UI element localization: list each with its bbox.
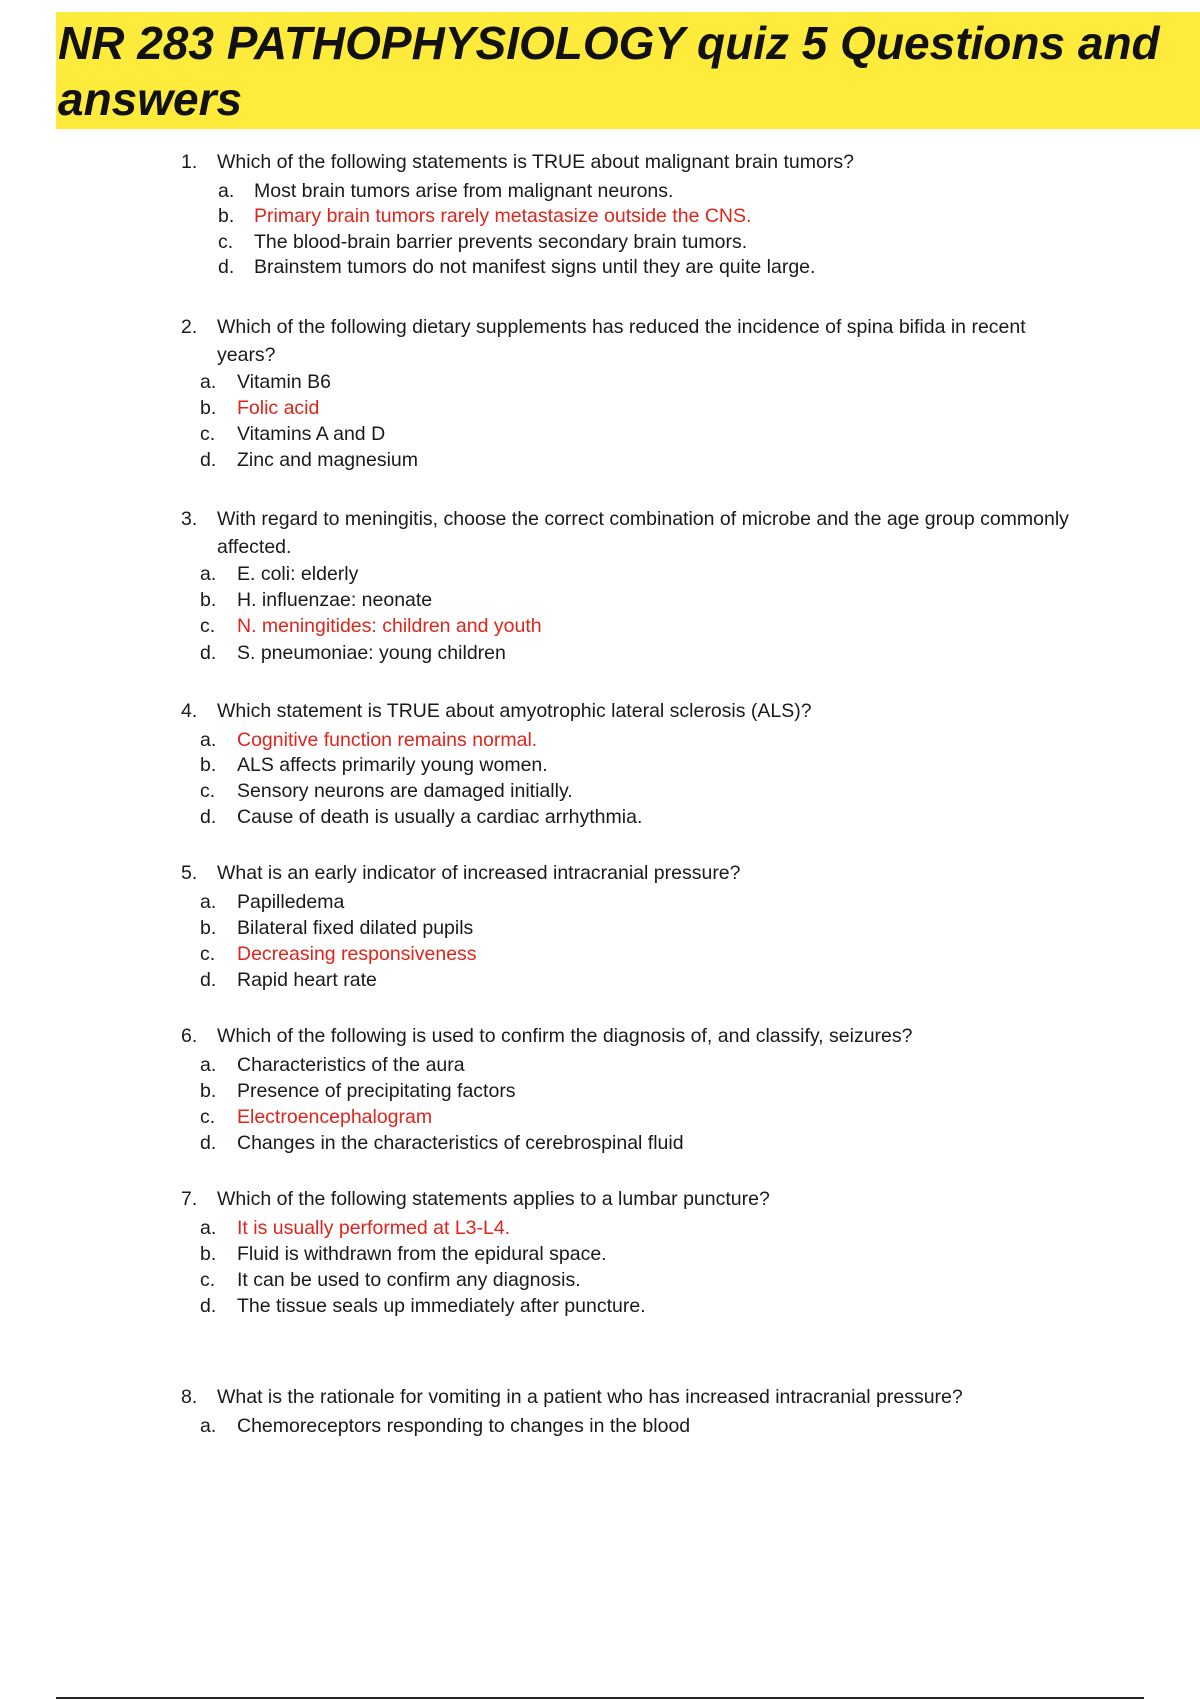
option-letter: a. bbox=[200, 1054, 217, 1076]
option-text: Fluid is withdrawn from the epidural space. bbox=[237, 1243, 607, 1265]
question-text: Which of the following statements applies to a lumbar puncture? bbox=[217, 1188, 770, 1210]
option-letter: b. bbox=[200, 917, 217, 939]
option-letter: b. bbox=[200, 397, 217, 419]
option-letter: d. bbox=[200, 1295, 217, 1317]
answer-option-correct bbox=[218, 203, 1118, 229]
option-letter: a. bbox=[200, 371, 217, 393]
option-letter: c. bbox=[200, 1269, 216, 1291]
option-text: Rapid heart rate bbox=[237, 969, 377, 991]
option-text: Vitamin B6 bbox=[237, 371, 331, 393]
option-text: Decreasing responsiveness bbox=[237, 943, 477, 965]
option-text: Chemoreceptors responding to changes in the blood bbox=[237, 1415, 691, 1437]
option-text: Primary brain tumors rarely metastasize outside the CNS. bbox=[254, 205, 752, 227]
option-letter: b. bbox=[200, 589, 217, 611]
option-letter: c. bbox=[200, 780, 216, 802]
question-number: 4. bbox=[181, 700, 198, 722]
answer-option bbox=[218, 229, 1118, 255]
option-letter: c. bbox=[200, 423, 216, 445]
option-letter: a. bbox=[200, 891, 217, 913]
option-letter: c. bbox=[200, 943, 216, 965]
question-text: Which of the following statements is TRUE about malignant brain tumors? bbox=[217, 151, 854, 173]
option-letter: a. bbox=[200, 729, 217, 751]
option-text: Sensory neurons are damaged initially. bbox=[237, 780, 573, 802]
option-text: Brainstem tumors do not manifest signs until they are quite large. bbox=[254, 256, 816, 278]
option-letter: c. bbox=[200, 1106, 216, 1128]
option-text: Folic acid bbox=[237, 397, 320, 419]
answer-option bbox=[200, 447, 1100, 473]
question-stem bbox=[181, 1383, 1081, 1411]
question-stem bbox=[181, 505, 1081, 561]
option-text: Bilateral fixed dilated pupils bbox=[237, 917, 474, 939]
answer-option bbox=[200, 1052, 1100, 1078]
option-letter: b. bbox=[218, 205, 235, 227]
answer-option bbox=[200, 1267, 1100, 1293]
option-text: E. coli: elderly bbox=[237, 563, 359, 585]
option-letter: a. bbox=[200, 1217, 217, 1239]
answer-option bbox=[200, 640, 1100, 666]
title-highlight bbox=[56, 12, 1200, 129]
option-letter: d. bbox=[218, 256, 235, 278]
question-number: 7. bbox=[181, 1188, 198, 1210]
option-text: Changes in the characteristics of cerebrospinal fluid bbox=[237, 1132, 684, 1154]
question-stem bbox=[181, 148, 1081, 176]
option-text: ALS affects primarily young women. bbox=[237, 754, 548, 776]
question-number: 5. bbox=[181, 862, 198, 884]
option-letter: d. bbox=[200, 449, 217, 471]
question-number: 2. bbox=[181, 316, 198, 338]
answer-option bbox=[218, 178, 1118, 204]
option-letter: b. bbox=[200, 1243, 217, 1265]
option-text: Vitamins A and D bbox=[237, 423, 386, 445]
question-text: What is an early indicator of increased intracranial pressure? bbox=[217, 862, 741, 884]
option-text: It is usually performed at L3-L4. bbox=[237, 1217, 511, 1239]
question-stem bbox=[181, 1022, 1081, 1050]
answer-option-correct bbox=[200, 941, 1100, 967]
answer-option-correct bbox=[200, 395, 1100, 421]
option-text: Zinc and magnesium bbox=[237, 449, 419, 471]
option-text: S. pneumoniae: young children bbox=[237, 642, 506, 664]
answer-option bbox=[200, 1413, 1100, 1439]
option-text: Cognitive function remains normal. bbox=[237, 729, 538, 751]
option-letter: a. bbox=[200, 563, 217, 585]
option-letter: c. bbox=[218, 231, 234, 253]
footer-divider bbox=[56, 1697, 1144, 1699]
question-text: What is the rationale for vomiting in a patient who has increased intracranial pressure? bbox=[217, 1386, 963, 1408]
option-text: H. influenzae: neonate bbox=[237, 589, 433, 611]
option-text: Cause of death is usually a cardiac arrhythmia. bbox=[237, 806, 643, 828]
question-text: With regard to meningitis, choose the correct combination of microbe and the age group commonly affected. bbox=[217, 508, 1069, 558]
question-stem bbox=[181, 1185, 1081, 1213]
answer-option bbox=[218, 254, 1118, 280]
answer-option-correct bbox=[200, 727, 1100, 753]
question-number: 1. bbox=[181, 151, 198, 173]
option-letter: a. bbox=[218, 180, 235, 202]
question-text: Which of the following dietary supplements has reduced the incidence of spina bifida in recent years? bbox=[217, 316, 1026, 366]
option-text: The tissue seals up immediately after puncture. bbox=[237, 1295, 646, 1317]
answer-option bbox=[200, 889, 1100, 915]
document-title: NR 283 PATHOPHYSIOLOGY quiz 5 Questions and answers bbox=[58, 17, 1160, 125]
answer-option-correct bbox=[200, 613, 1100, 639]
option-letter: d. bbox=[200, 969, 217, 991]
answer-option bbox=[200, 967, 1100, 993]
answer-option bbox=[200, 1241, 1100, 1267]
option-letter: a. bbox=[200, 1415, 217, 1437]
question-stem bbox=[181, 697, 1081, 725]
option-letter: b. bbox=[200, 1080, 217, 1102]
option-text: Characteristics of the aura bbox=[237, 1054, 465, 1076]
answer-option bbox=[200, 1293, 1100, 1319]
option-text: Presence of precipitating factors bbox=[237, 1080, 516, 1102]
question-number: 3. bbox=[181, 508, 198, 530]
answer-option bbox=[200, 587, 1100, 613]
answer-option bbox=[200, 1130, 1100, 1156]
answer-option bbox=[200, 804, 1100, 830]
answer-option bbox=[200, 369, 1100, 395]
answer-option bbox=[200, 1078, 1100, 1104]
question-number: 8. bbox=[181, 1386, 198, 1408]
answer-option bbox=[200, 421, 1100, 447]
answer-option bbox=[200, 778, 1100, 804]
question-stem bbox=[181, 859, 1081, 887]
option-text: Electroencephalogram bbox=[237, 1106, 433, 1128]
question-text: Which of the following is used to confirm the diagnosis of, and classify, seizures? bbox=[217, 1025, 913, 1047]
option-text: Most brain tumors arise from malignant neurons. bbox=[254, 180, 674, 202]
option-letter: d. bbox=[200, 642, 217, 664]
answer-option-correct bbox=[200, 1104, 1100, 1130]
answer-option bbox=[200, 752, 1100, 778]
option-letter: b. bbox=[200, 754, 217, 776]
answer-option bbox=[200, 915, 1100, 941]
option-text: The blood-brain barrier prevents secondary brain tumors. bbox=[254, 231, 748, 253]
option-text: N. meningitides: children and youth bbox=[237, 615, 542, 637]
answer-option-correct bbox=[200, 1215, 1100, 1241]
question-stem bbox=[181, 313, 1081, 369]
option-letter: d. bbox=[200, 806, 217, 828]
question-text: Which statement is TRUE about amyotrophic lateral sclerosis (ALS)? bbox=[217, 700, 812, 722]
answer-option bbox=[200, 561, 1100, 587]
option-text: It can be used to confirm any diagnosis. bbox=[237, 1269, 581, 1291]
option-text: Papilledema bbox=[237, 891, 345, 913]
option-letter: d. bbox=[200, 1132, 217, 1154]
question-number: 6. bbox=[181, 1025, 198, 1047]
option-letter: c. bbox=[200, 615, 216, 637]
